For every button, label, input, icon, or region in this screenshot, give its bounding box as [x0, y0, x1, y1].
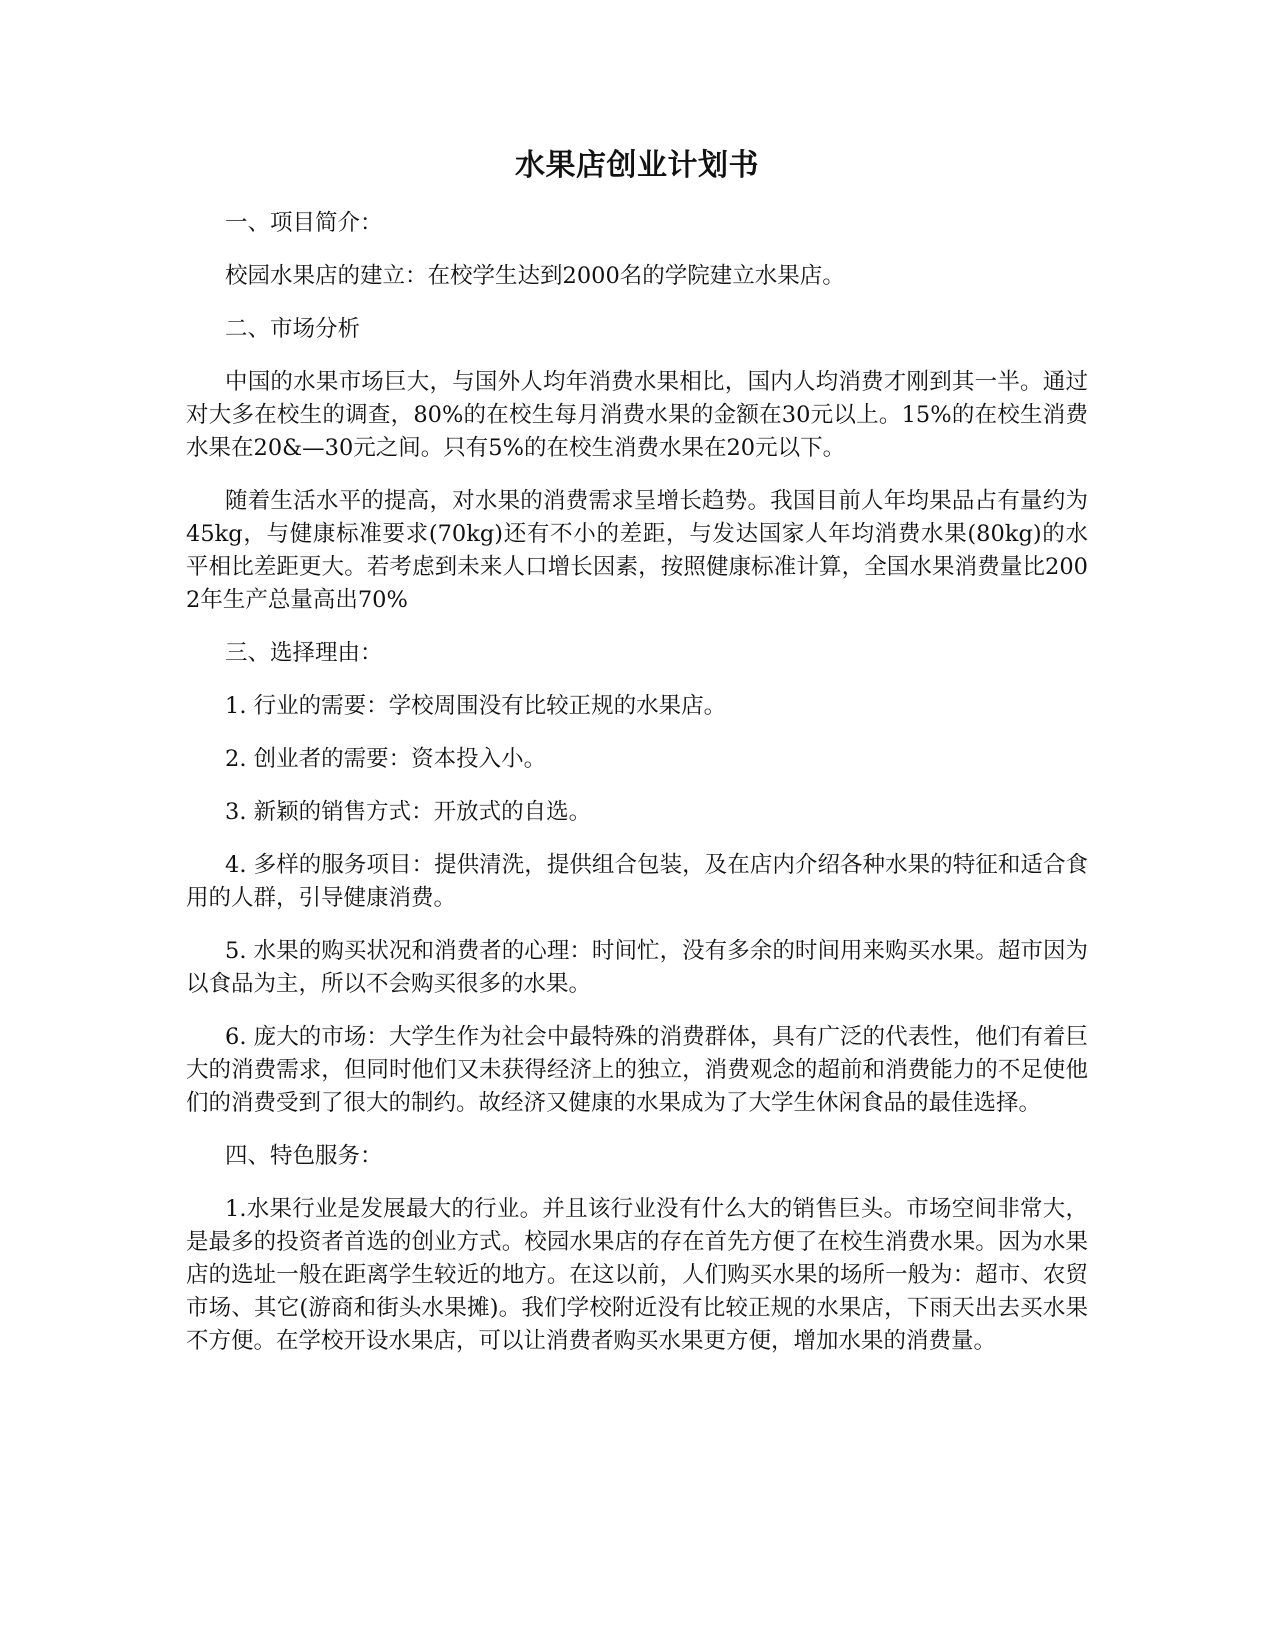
list-item-reason-3: 3. 新颖的销售方式：开放式的自选。: [225, 799, 592, 825]
section-heading-project-intro: 一、项目简介：: [225, 210, 383, 236]
list-item-reason-2: 2. 创业者的需要：资本投入小。: [225, 746, 547, 772]
list-item-reason-6: 6. 庞大的市场：大学生作为社会中最特殊的消费群体，具有广泛的代表性，他们有着巨大的消费需求，但同时他们又未获得经济上的独立，消费观念的超前和消费能力的不足使他们的消费受到了很大的制约。故经济又健康的水果成为了大学生休闲食品的最佳选择。: [186, 1024, 1088, 1116]
document-page: [186, 146, 1088, 1378]
section-heading-market-analysis: 二、市场分析: [225, 316, 361, 342]
list-item-reason-4: 4. 多样的服务项目：提供清洗，提供组合包装，及在店内介绍各种水果的特征和适合食用的人群，引导健康消费。: [186, 852, 1088, 911]
document-title: 水果店创业计划书: [515, 148, 759, 183]
paragraph-market-size: 中国的水果市场巨大，与国外人均年消费水果相比，国内人均消费才刚到其一半。通过对大多在校生的调查，80%的在校生每月消费水果的金额在30元以上。15%的在校生消费水果在20&—30元之间。只有5%的在校生消费水果在20元以下。: [186, 369, 1088, 461]
paragraph-project-intro: 校园水果店的建立：在校学生达到2000名的学院建立水果店。: [225, 263, 845, 289]
section-heading-special-services: 四、特色服务：: [225, 1143, 383, 1169]
list-item-reason-5: 5. 水果的购买状况和消费者的心理：时间忙，没有多余的时间用来购买水果。超市因为以食品为主，所以不会购买很多的水果。: [186, 938, 1088, 997]
paragraph-demand-trend: 随着生活水平的提高，对水果的消费需求呈增长趋势。我国目前人年均果品占有量约为45kg，与健康标准要求(70kg)还有不小的差距，与发达国家人年均消费水果(80kg)的水平相比差距更大。若考虑到未来人口增长因素，按照健康标准计算，全国水果消费量比2002年生产总量高出70%: [186, 488, 1088, 613]
section-heading-reasons: 三、选择理由：: [225, 640, 383, 666]
list-item-reason-1: 1. 行业的需要：学校周围没有比较正规的水果店。: [225, 693, 727, 719]
paragraph-special-service-1: 1.水果行业是发展最大的行业。并且该行业没有什么大的销售巨头。市场空间非常大，是最多的投资者首选的创业方式。校园水果店的存在首先方便了在校生消费水果。因为水果店的选址一般在距离学生较近的地方。在这以前，人们购买水果的场所一般为：超市、农贸市场、其它(游商和街头水果摊)。我们学校附近没有比较正规的水果店，下雨天出去买水果不方便。在学校开设水果店，可以让消费者购买水果更方便，增加水果的消费量。: [186, 1196, 1088, 1354]
